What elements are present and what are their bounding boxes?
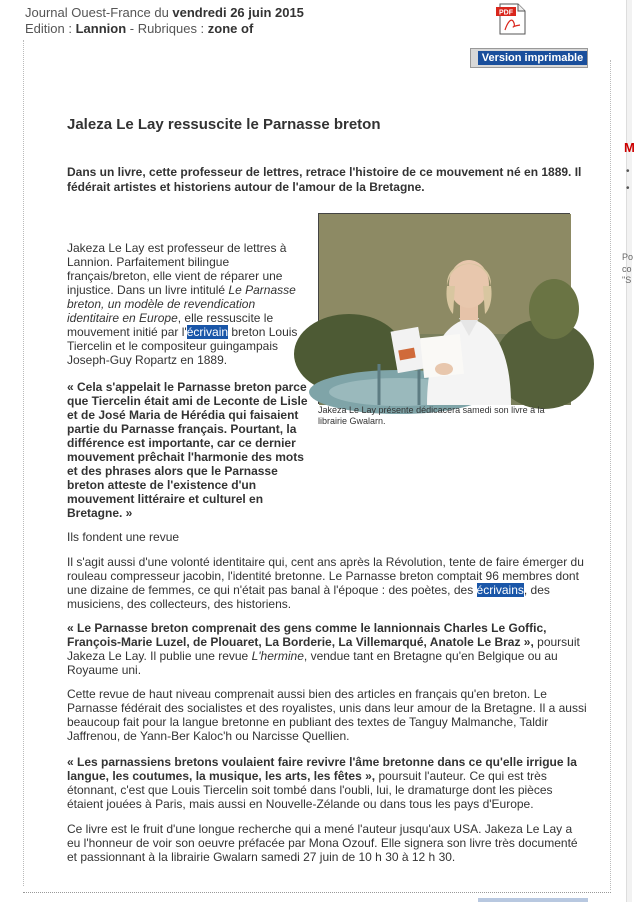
sidebar-cut-heading: M <box>624 140 635 155</box>
edition-name: Lannion <box>75 21 127 36</box>
sidebar-cut-text: "S <box>622 275 632 285</box>
article-paragraph: « Les parnassiens bretons voulaient faire revivre l'âme bretonne dans ce qu'elle irrigue la langue, les coutumes, la musique, les arts, les fêtes », poursuit l'auteur. Ce qui est très étonnant, c'est que Louis Tiercelin soit tombé dans l'oubli, lui, le dramaturge dont les pièces étaient jouées à Paris, mais aussi en Nouvelle-Zélande ou dans tous les pays d'Europe. <box>67 755 577 811</box>
article-quote: « Cela s'appelait le Parnasse breton parce que Tiercelin était ami de Leconte de Lisle et de José Maria de Hérédia qui faisaient partie du Parnasse français. Pourtant, la différence est importante, car ce dernier mouvement prêchait l'harmonie des mots et des phrases alors que le Parnasse breton atteste de l'existence d'un mouvement littéraire et culturel en Bretagne. » <box>67 380 308 520</box>
photo-caption: Jakeza Le Lay présente dédicacera samedi son livre à la librairie Gwalarn. <box>318 405 545 426</box>
article-lead: Dans un livre, cette professeur de lettres, retrace l'histoire de ce mouvement né en 1889. Il fédérait artistes et historiens autour de l'amour de la Bretagne. <box>67 165 582 194</box>
article-paragraph: Ce livre est le fruit d'une longue recherche qui a mené l'auteur jusqu'aux USA. Jakeza Le Lay a eu l'honneur de voir son oeuvre préfacée par Mona Ozouf. Elle signera son livre très documenté et passionnant à la librairie Gwalarn samedi 27 juin de 10 h 30 à 12 h 30. <box>67 822 578 864</box>
pdf-icon-label: PDF <box>499 9 513 17</box>
article-subhead: Ils fondent une revue <box>67 530 180 544</box>
publication-date: vendredi 26 juin 2015 <box>172 5 304 20</box>
sidebar-cut-text: co <box>622 264 632 274</box>
search-highlight: écrivain <box>186 325 229 339</box>
edition-line: Edition : Lannion - Rubriques : zone of <box>25 21 254 36</box>
bottom-divider <box>23 892 611 893</box>
pdf-icon[interactable] <box>496 3 526 35</box>
article-paragraph: Cette revue de haut niveau comprenait aussi bien des articles en français qu'en breton. Le Parnasse fédérait des socialistes et des royalistes, unis dans leur amour de la Bretagne. Il a aussi beaucoup fait pour la langue bretonne en publiant des textes de Tanguy Malmanche, Taldir Jaffrenou, de Yann-Ber Kaloc'h ou Narcisse Quellien. <box>67 687 587 743</box>
article-paragraph: Il s'agit aussi d'une volonté identitaire qui, cent ans après la Révolution, tente de faire émerger du rouleau compresseur jacobin, l'identité bretonne. Le Parnasse breton comptait 96 membres dont une dizaine de femmes, ce qui n'était pas banal à l'époque : des poètes, des écrivains, des musiciens, des collecteurs, des historiens. <box>67 555 584 611</box>
bottom-tab <box>478 898 588 902</box>
article-title: Jaleza Le Lay ressuscite le Parnasse breton <box>67 116 381 133</box>
right-divider <box>610 60 611 890</box>
right-sidebar-edge <box>626 0 632 902</box>
sidebar-cut-text: Po <box>622 252 634 262</box>
journal-date-line: Journal Ouest-France du vendredi 26 juin 2015 <box>25 5 304 20</box>
left-divider <box>23 40 24 886</box>
article-paragraph: Jakeza Le Lay est professeur de lettres à Lannion. Parfaitement bilingue français/breton, elle vient de réparer une injustice. Dans un livre intitulé Le Parnasse breton, un modèle de revendication identitaire en Europe, elle ressuscite le mouvement initié par l'écrivain breton Louis Tiercelin et le compositeur guingampais Joseph-Guy Ropartz en 1889. <box>67 241 298 367</box>
sidebar-cut-bullet: • <box>626 183 630 194</box>
search-highlight: écrivains <box>476 583 524 597</box>
rubrique-name: zone of <box>207 21 254 36</box>
print-version-button[interactable] <box>470 48 588 68</box>
article-photo <box>318 213 570 404</box>
sidebar-cut-bullet: • <box>626 166 630 177</box>
print-version-label: Version imprimable <box>478 51 587 65</box>
article-paragraph: « Le Parnasse breton comprenait des gens comme le lannionnais Charles Le Goffic, François-Marie Luzel, de Plouaret, La Borderie, La Villemarqué, Anatole Le Braz », poursuit Jakeza Le Lay. Il publie une revue L'hermine, vendue tant en Bretagne qu'en Belgique ou au Royaume uni. <box>67 621 580 677</box>
